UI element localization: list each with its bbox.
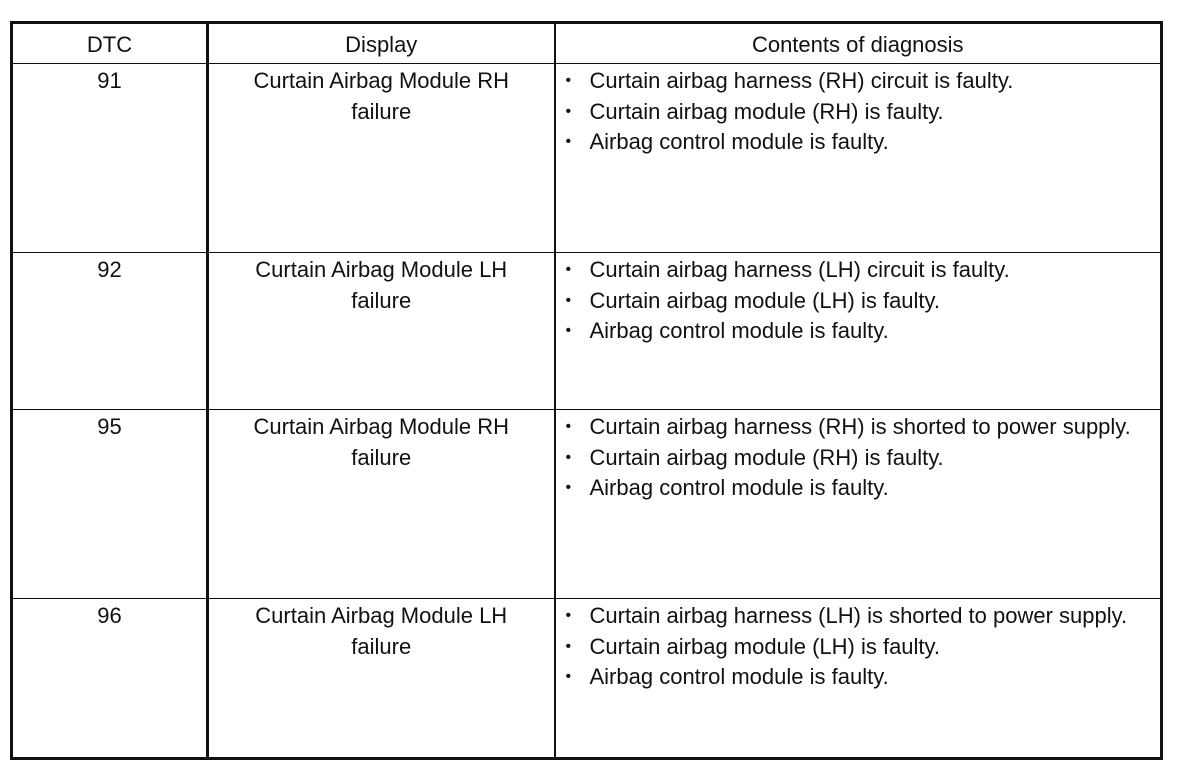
cause-item xyxy=(566,255,1155,286)
bullet-icon: • xyxy=(565,322,572,339)
table-row xyxy=(12,64,1162,253)
cause-text: Curtain airbag harness (LH) is shorted to power supply. xyxy=(589,603,1128,628)
bullet-icon: • xyxy=(565,72,572,89)
bullet-icon: • xyxy=(565,479,572,496)
header-dtc: DTC xyxy=(12,23,208,64)
cause-item xyxy=(566,662,1155,693)
bullet-icon: • xyxy=(565,448,572,466)
cause-item xyxy=(566,412,1155,443)
dtc-code: 95 xyxy=(12,410,208,599)
header-row xyxy=(12,23,1162,64)
diagnosis-contents xyxy=(555,253,1162,410)
header-contents: Contents of diagnosis xyxy=(555,23,1162,64)
diagnosis-contents xyxy=(555,64,1162,253)
cause-item xyxy=(566,97,1155,128)
cause-item xyxy=(566,316,1155,347)
display-text: Curtain Airbag Module RH failure xyxy=(208,410,555,599)
table-row xyxy=(12,253,1162,410)
bullet-icon: • xyxy=(565,133,572,150)
cause-text: Curtain airbag module (LH) is faulty. xyxy=(589,633,941,659)
diagnosis-contents xyxy=(555,410,1162,599)
table-row xyxy=(12,599,1162,759)
header-display: Display xyxy=(208,23,555,64)
cause-text: Curtain airbag harness (LH) circuit is faulty. xyxy=(589,257,1010,282)
dtc-code: 92 xyxy=(12,253,208,410)
bullet-icon: • xyxy=(565,102,572,120)
cause-text: Curtain airbag harness (RH) circuit is faulty. xyxy=(589,68,1014,93)
cause-text: Curtain airbag harness (RH) is shorted to power supply. xyxy=(589,414,1131,439)
display-text: Curtain Airbag Module LH failure xyxy=(208,253,555,410)
dtc-code: 91 xyxy=(12,64,208,253)
cause-text: Curtain airbag module (LH) is faulty. xyxy=(589,287,941,313)
cause-item xyxy=(566,443,1155,474)
cause-item xyxy=(566,286,1155,317)
dtc-code: 96 xyxy=(12,599,208,759)
cause-text: Curtain airbag module (RH) is faulty. xyxy=(589,98,944,124)
bullet-icon: • xyxy=(565,291,572,309)
cause-text: Airbag control module is faulty. xyxy=(589,664,889,689)
cause-item xyxy=(566,473,1155,504)
dtc-table xyxy=(10,21,1163,760)
cause-text: Airbag control module is faulty. xyxy=(589,129,889,154)
bullet-icon: • xyxy=(565,418,572,435)
bullet-icon: • xyxy=(565,637,572,655)
cause-text: Airbag control module is faulty. xyxy=(589,475,889,500)
cause-text: Airbag control module is faulty. xyxy=(589,318,889,343)
cause-item xyxy=(566,127,1155,158)
table-header xyxy=(12,23,1162,64)
cause-text: Curtain airbag module (RH) is faulty. xyxy=(589,444,944,470)
diagnosis-contents xyxy=(555,599,1162,759)
table-row xyxy=(12,410,1162,599)
cause-item xyxy=(566,601,1155,632)
bullet-icon: • xyxy=(565,261,572,278)
display-text: Curtain Airbag Module RH failure xyxy=(208,64,555,253)
bullet-icon: • xyxy=(565,668,572,685)
bullet-icon: • xyxy=(565,607,572,624)
cause-item xyxy=(566,632,1155,663)
display-text: Curtain Airbag Module LH failure xyxy=(208,599,555,759)
cause-item xyxy=(566,66,1155,97)
